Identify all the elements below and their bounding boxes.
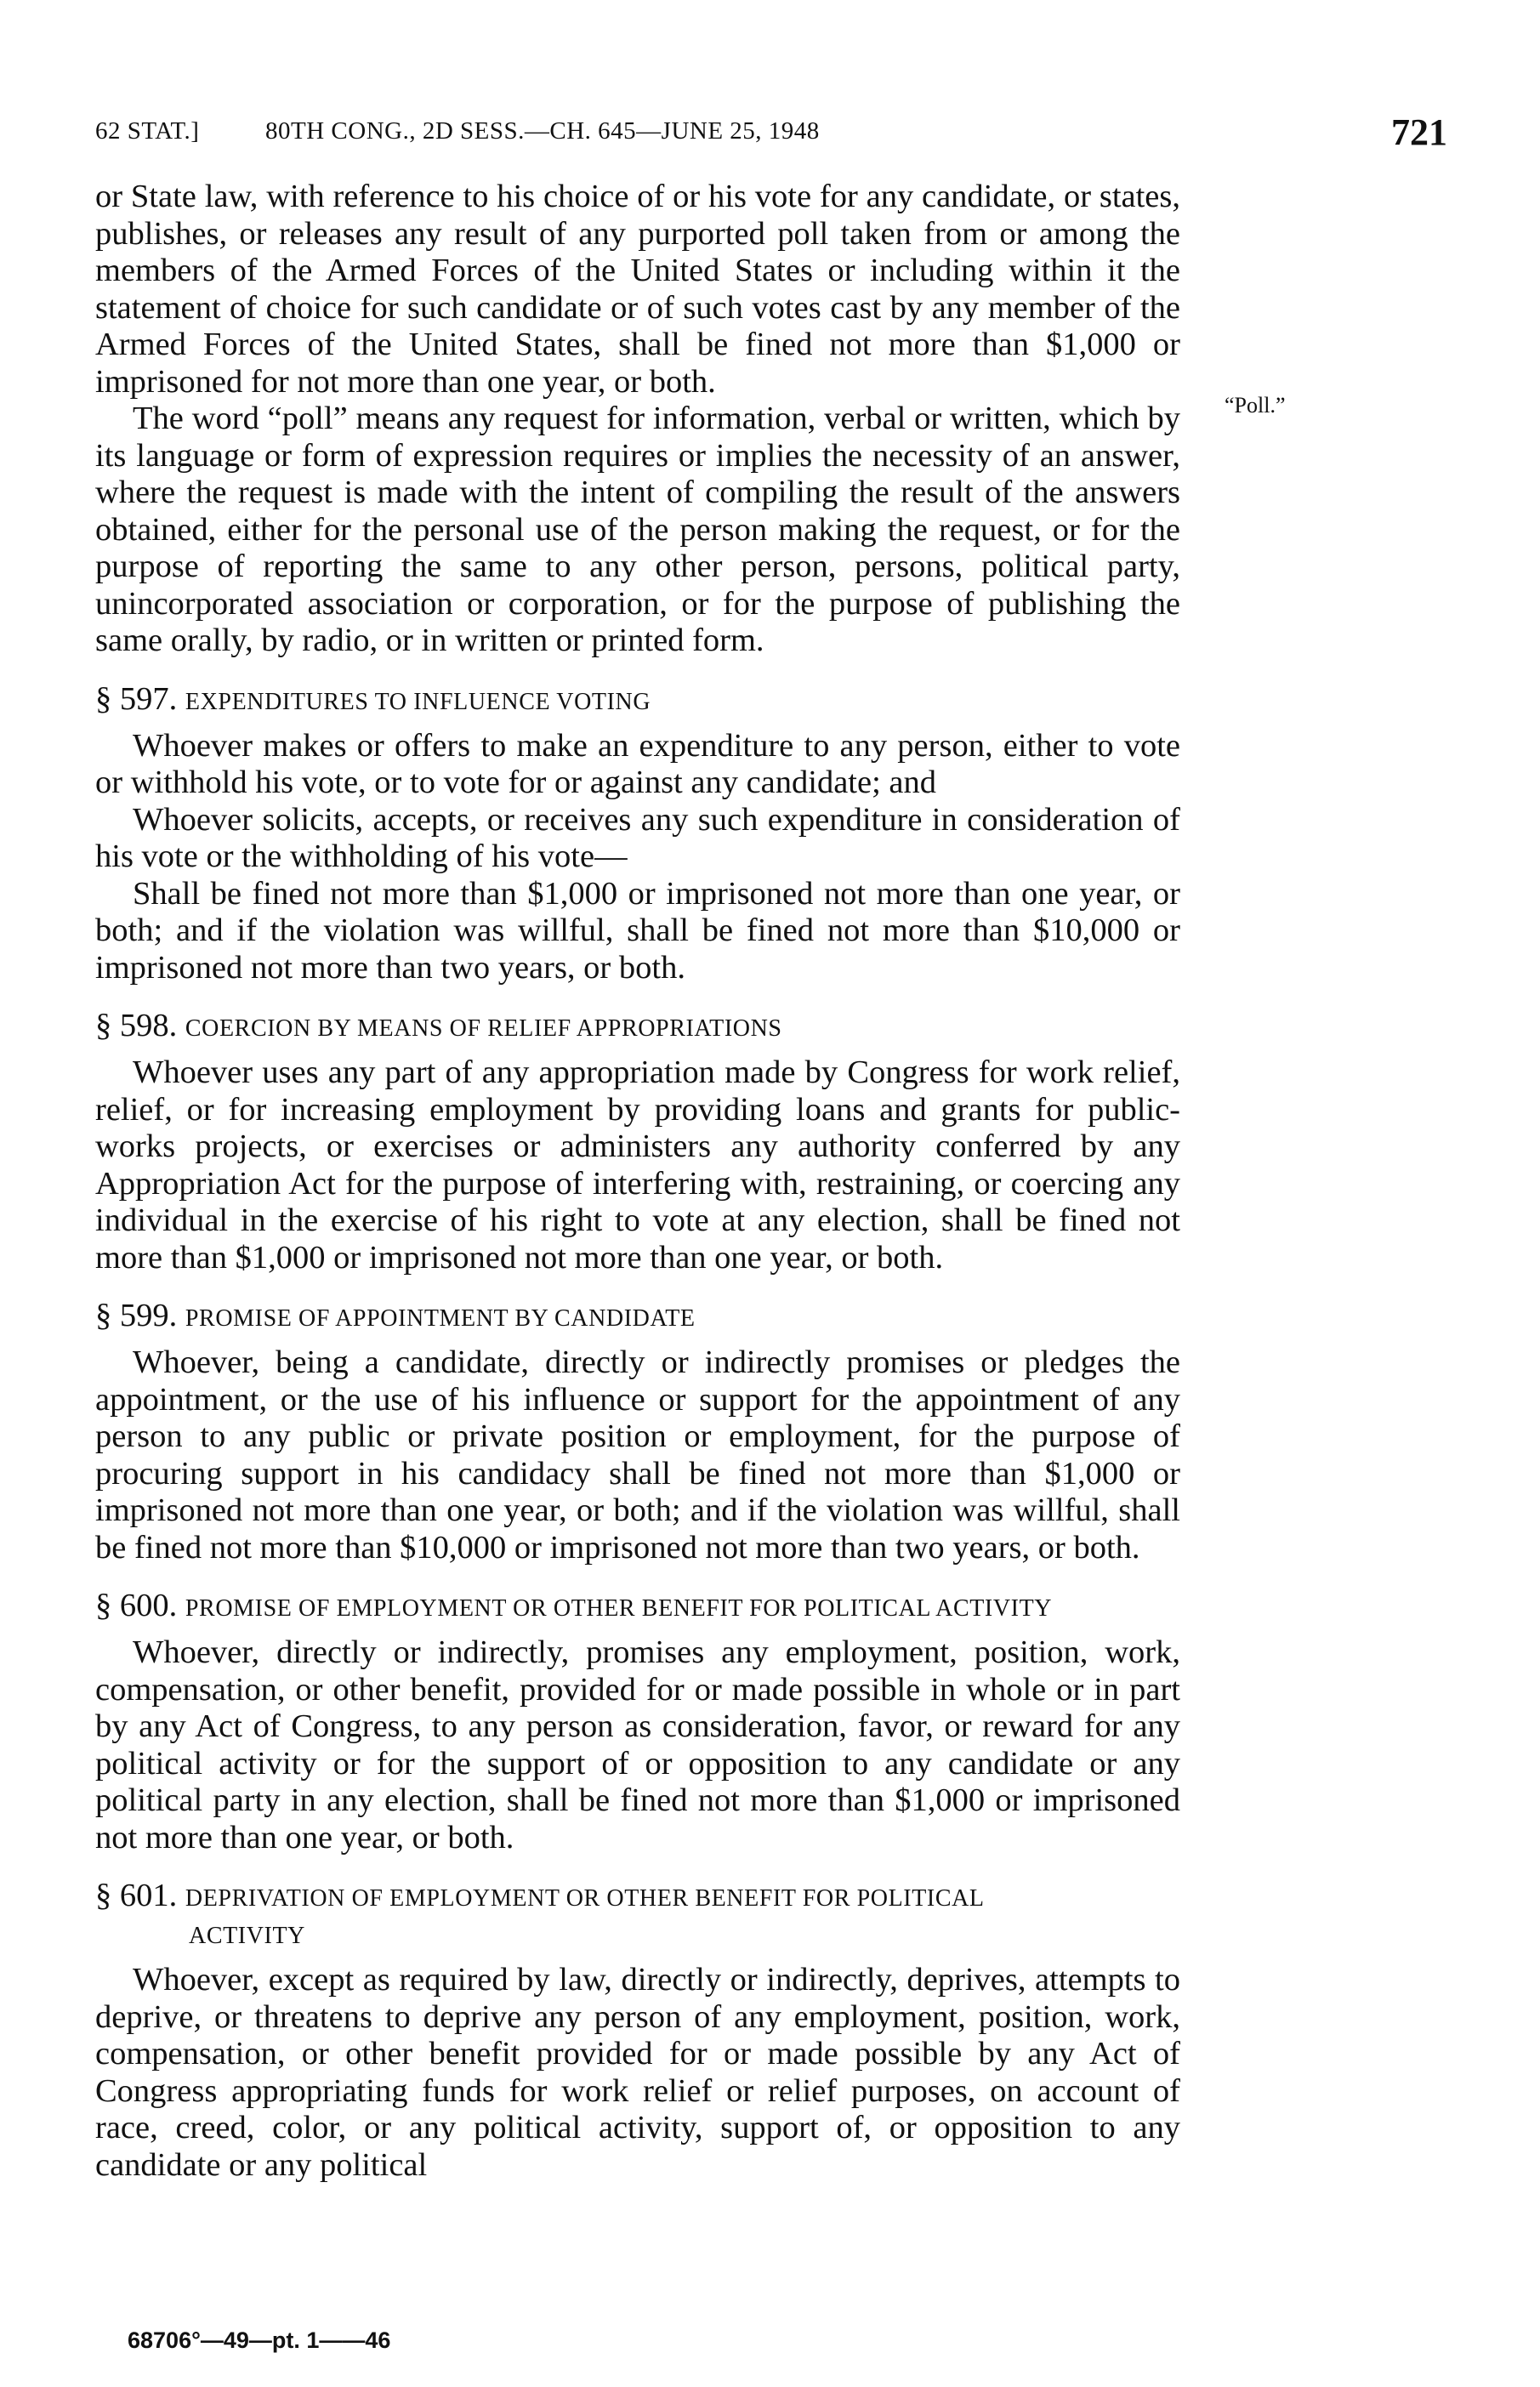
section-600-caption: PROMISE OF EMPLOYMENT OR OTHER BENEFIT FOR POLITICAL ACTIVITY [185, 1595, 1053, 1622]
section-599-paragraph-1: Whoever, being a candidate, directly or indirectly promises or pledges the appointment, or the use of his influence or support for the appointment of any person to any public or private position or employment, for the purpose of procuring support in his candidacy shall be fined not more than $1,000 or imprisoned not more than one year, or both; and if the violation was willful, shall be fined not more than $10,000 or imprisoned not more than two years, or both. [95, 1344, 1180, 1566]
section-598-number: § 598. [95, 1008, 178, 1043]
section-601-caption-continued: ACTIVITY [189, 1923, 305, 1949]
section-601-number: § 601. [95, 1878, 178, 1913]
margin-note-poll: “Poll.” [1225, 393, 1286, 418]
section-601-paragraph-1: Whoever, except as required by law, directly or indirectly, deprives, attempts to deprive, or threatens to deprive any person of any employment, position, work, compensation, or other benefit provided for or made possible by any Act of Congress appropriating funds for work relief or relief purposes, on account of race, creed, color, or any political activity, support of, or opposition to any candidate or any political [95, 1962, 1180, 2183]
section-601-caption: DEPRIVATION OF EMPLOYMENT OR OTHER BENEFIT FOR POLITICAL [185, 1885, 985, 1912]
section-600-paragraph-1: Whoever, directly or indirectly, promises any employment, position, work, compensation, or other benefit, provided for or made possible in whole or in part by any Act of Congress, to any person as consideration, favor, or reward for any political activity or for the support of or opposition to any candidate or any political party in any election, shall be fined not more than $1,000 or imprisoned not more than one year, or both. [95, 1634, 1180, 1856]
section-601-heading [95, 1877, 1180, 1955]
section-598-caption: COERCION BY MEANS OF RELIEF APPROPRIATIONS [185, 1015, 782, 1042]
section-597-caption: EXPENDITURES TO INFLUENCE VOTING [185, 688, 651, 715]
section-597-paragraph-2: Whoever solicits, accepts, or receives any such expenditure in consideration of his vote or the withholding of his vote— [95, 801, 1180, 874]
section-598-paragraph-1: Whoever uses any part of any appropriation made by Congress for work relief, relief, or for increasing employment by providing loans and grants for public-works projects, or exercises or administers any authority conferred by any Appropriation Act for the purpose of interfering with, restraining, or coercing any individual in the exercise of his right to vote at any election, shall be fined not more than $1,000 or imprisoned not more than one year, or both. [95, 1054, 1180, 1276]
section-599-heading [95, 1297, 1180, 1338]
section-597-number: § 597. [95, 680, 178, 717]
section-599-number: § 599. [95, 1298, 178, 1333]
volume-citation: 62 STAT.] [95, 117, 200, 145]
session-citation: 80TH CONG., 2D SESS.—CH. 645—JUNE 25, 1948 [265, 117, 820, 145]
running-head [95, 111, 1447, 162]
poll-definition-paragraph: The word “poll” means any request for information, verbal or written, which by its language or form of expression requires or implies the necessity of an answer, where the request is made with the intent of compiling the result of the answers obtained, either for the personal use of the person making the request, or for the purpose of reporting the same to any other person, persons, political party, unincorporated association or corporation, or for the purpose of publishing the same orally, by radio, or in written or printed form. [95, 401, 1180, 658]
section-597-heading [95, 680, 1180, 721]
section-597-paragraph-3: Shall be fined not more than $1,000 or imprisoned not more than one year, or both; and if the violation was willful, shall be fined not more than $10,000 or imprisoned not more than two years, or both. [95, 875, 1180, 986]
section-600-heading [95, 1587, 1180, 1628]
statute-text [95, 179, 1180, 2184]
continued-paragraph: or State law, with reference to his choice of or his vote for any candidate, or states, publishes, or releases any result of any purported poll taken from or among the members of the Armed Forces of the United States or including within it the statement of choice for such candidate or of such votes cast by any member of the Armed Forces of the United States, shall be fined not more than $1,000 or imprisoned for not more than one year, or both. [95, 179, 1180, 400]
section-597-paragraph-1: Whoever makes or offers to make an expenditure to any person, either to vote or withhold his vote, or to vote for or against any candidate; and [95, 727, 1180, 800]
section-600-number: § 600. [95, 1588, 178, 1623]
section-598-heading [95, 1007, 1180, 1048]
section-599-caption: PROMISE OF APPOINTMENT BY CANDIDATE [185, 1305, 696, 1332]
page-number: 721 [1391, 111, 1447, 153]
print-code: 68706°—49—pt. 1——46 [128, 2327, 391, 2353]
